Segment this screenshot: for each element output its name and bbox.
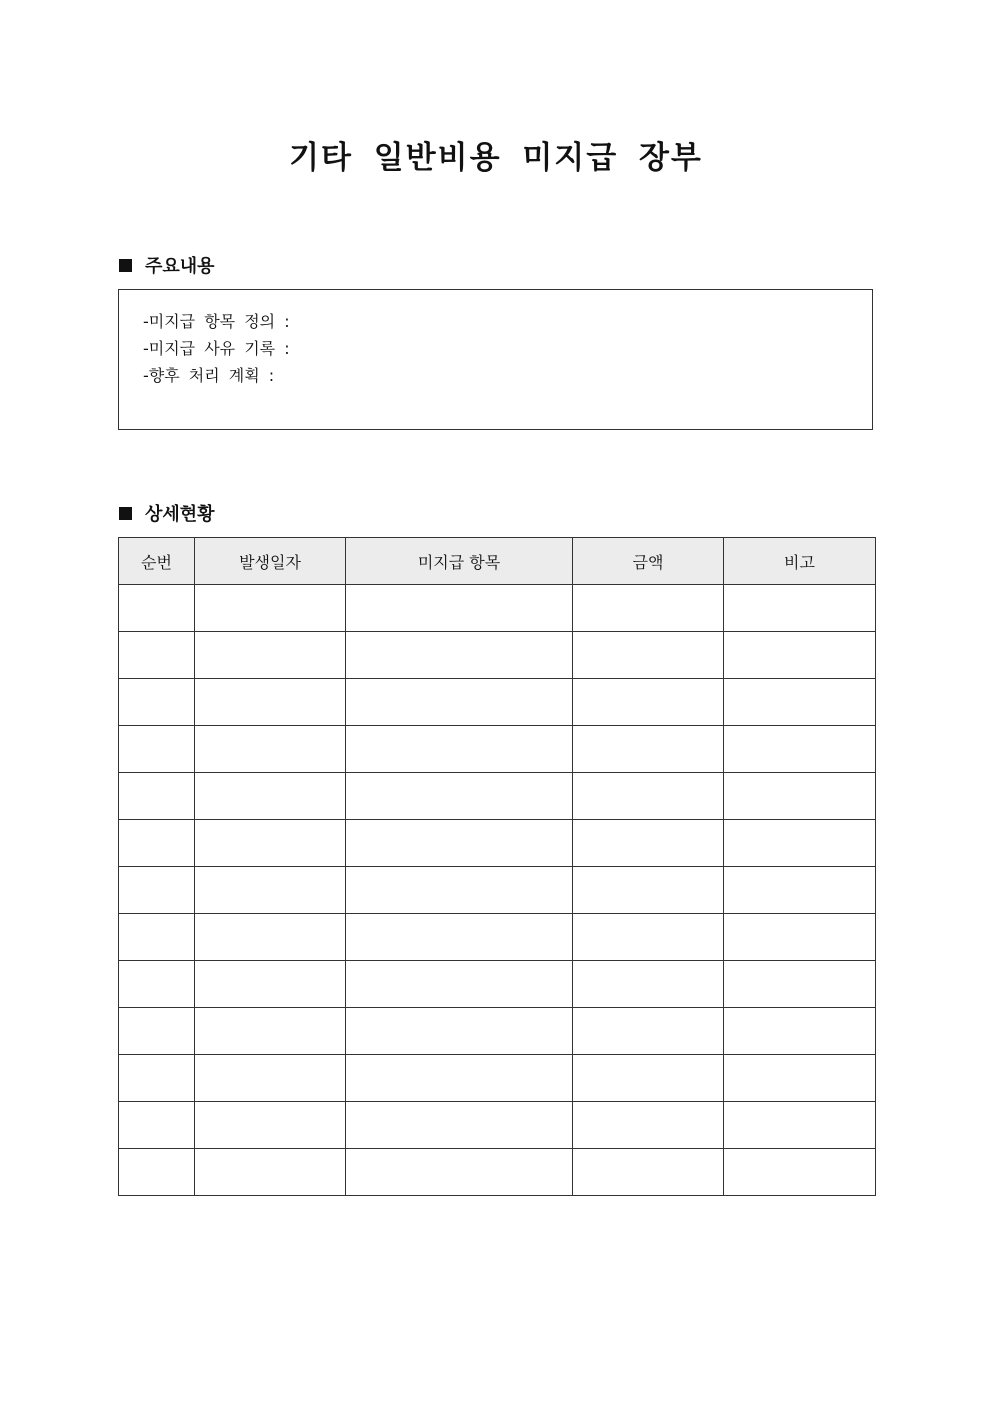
cell-item[interactable] bbox=[346, 585, 573, 632]
cell-note[interactable] bbox=[724, 585, 876, 632]
summary-section-heading bbox=[119, 252, 215, 278]
column-header-amount: 금액 bbox=[573, 538, 724, 585]
cell-seq[interactable] bbox=[119, 585, 195, 632]
cell-item[interactable] bbox=[346, 867, 573, 914]
cell-note[interactable] bbox=[724, 1149, 876, 1196]
cell-note[interactable] bbox=[724, 1102, 876, 1149]
cell-item[interactable] bbox=[346, 632, 573, 679]
square-bullet-icon bbox=[119, 259, 132, 272]
cell-item[interactable] bbox=[346, 1102, 573, 1149]
cell-date[interactable] bbox=[195, 1008, 346, 1055]
detail-table bbox=[118, 537, 876, 1196]
cell-item[interactable] bbox=[346, 726, 573, 773]
table-row bbox=[119, 632, 876, 679]
table-row bbox=[119, 1008, 876, 1055]
column-header-seq: 순번 bbox=[119, 538, 195, 585]
table-body bbox=[119, 585, 876, 1196]
cell-seq[interactable] bbox=[119, 1102, 195, 1149]
cell-date[interactable] bbox=[195, 1055, 346, 1102]
cell-seq[interactable] bbox=[119, 961, 195, 1008]
cell-item[interactable] bbox=[346, 1008, 573, 1055]
cell-amount[interactable] bbox=[573, 632, 724, 679]
column-header-date: 발생일자 bbox=[195, 538, 346, 585]
cell-amount[interactable] bbox=[573, 773, 724, 820]
cell-date[interactable] bbox=[195, 867, 346, 914]
cell-item[interactable] bbox=[346, 820, 573, 867]
table-row bbox=[119, 961, 876, 1008]
cell-seq[interactable] bbox=[119, 1055, 195, 1102]
cell-note[interactable] bbox=[724, 1055, 876, 1102]
detail-section-heading bbox=[119, 500, 215, 526]
cell-seq[interactable] bbox=[119, 867, 195, 914]
cell-amount[interactable] bbox=[573, 1008, 724, 1055]
cell-date[interactable] bbox=[195, 914, 346, 961]
cell-seq[interactable] bbox=[119, 632, 195, 679]
cell-note[interactable] bbox=[724, 726, 876, 773]
cell-amount[interactable] bbox=[573, 1102, 724, 1149]
cell-item[interactable] bbox=[346, 1055, 573, 1102]
cell-date[interactable] bbox=[195, 1102, 346, 1149]
cell-note[interactable] bbox=[724, 679, 876, 726]
cell-item[interactable] bbox=[346, 914, 573, 961]
column-header-item: 미지급 항목 bbox=[346, 538, 573, 585]
summary-line-definition: -미지급 항목 정의 : bbox=[143, 312, 290, 331]
table-row bbox=[119, 867, 876, 914]
cell-date[interactable] bbox=[195, 585, 346, 632]
cell-seq[interactable] bbox=[119, 914, 195, 961]
cell-seq[interactable] bbox=[119, 820, 195, 867]
table-row bbox=[119, 914, 876, 961]
table-row bbox=[119, 1149, 876, 1196]
cell-item[interactable] bbox=[346, 679, 573, 726]
table-row bbox=[119, 773, 876, 820]
table-row bbox=[119, 1055, 876, 1102]
cell-note[interactable] bbox=[724, 632, 876, 679]
square-bullet-icon bbox=[119, 507, 132, 520]
summary-line-reason: -미지급 사유 기록 : bbox=[143, 339, 290, 358]
cell-date[interactable] bbox=[195, 679, 346, 726]
cell-item[interactable] bbox=[346, 773, 573, 820]
cell-note[interactable] bbox=[724, 1008, 876, 1055]
column-header-note: 비고 bbox=[724, 538, 876, 585]
cell-item[interactable] bbox=[346, 1149, 573, 1196]
cell-seq[interactable] bbox=[119, 1008, 195, 1055]
summary-box bbox=[118, 289, 873, 430]
cell-date[interactable] bbox=[195, 1149, 346, 1196]
cell-note[interactable] bbox=[724, 961, 876, 1008]
cell-date[interactable] bbox=[195, 632, 346, 679]
table-row bbox=[119, 726, 876, 773]
detail-heading-label: 상세현황 bbox=[145, 504, 215, 525]
table-row bbox=[119, 820, 876, 867]
cell-note[interactable] bbox=[724, 773, 876, 820]
cell-amount[interactable] bbox=[573, 1055, 724, 1102]
cell-amount[interactable] bbox=[573, 679, 724, 726]
cell-date[interactable] bbox=[195, 773, 346, 820]
cell-amount[interactable] bbox=[573, 820, 724, 867]
cell-date[interactable] bbox=[195, 726, 346, 773]
cell-amount[interactable] bbox=[573, 1149, 724, 1196]
cell-amount[interactable] bbox=[573, 961, 724, 1008]
table-row bbox=[119, 679, 876, 726]
cell-amount[interactable] bbox=[573, 585, 724, 632]
cell-item[interactable] bbox=[346, 961, 573, 1008]
cell-date[interactable] bbox=[195, 820, 346, 867]
cell-seq[interactable] bbox=[119, 1149, 195, 1196]
cell-note[interactable] bbox=[724, 820, 876, 867]
summary-line-plan: -향후 처리 계획 : bbox=[143, 366, 275, 385]
table-row bbox=[119, 585, 876, 632]
table-row bbox=[119, 1102, 876, 1149]
document-title: 기타 일반비용 미지급 장부 bbox=[289, 140, 703, 176]
cell-note[interactable] bbox=[724, 914, 876, 961]
cell-seq[interactable] bbox=[119, 679, 195, 726]
table-header-row bbox=[119, 538, 876, 585]
cell-seq[interactable] bbox=[119, 773, 195, 820]
cell-seq[interactable] bbox=[119, 726, 195, 773]
cell-amount[interactable] bbox=[573, 867, 724, 914]
cell-amount[interactable] bbox=[573, 914, 724, 961]
cell-date[interactable] bbox=[195, 961, 346, 1008]
summary-heading-label: 주요내용 bbox=[145, 256, 215, 277]
cell-amount[interactable] bbox=[573, 726, 724, 773]
cell-note[interactable] bbox=[724, 867, 876, 914]
